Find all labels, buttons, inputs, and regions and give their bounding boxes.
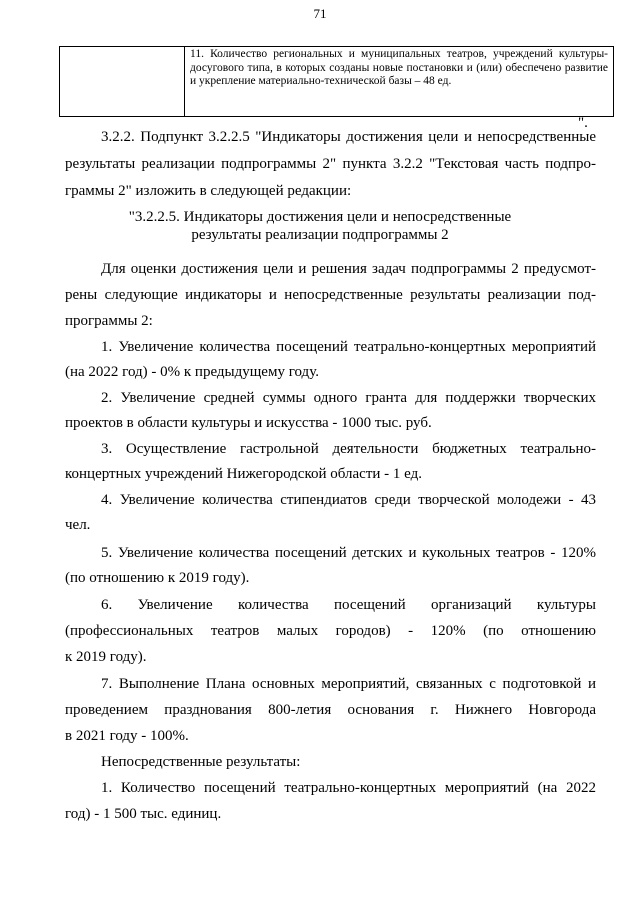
item6-line-3: к 2019 году).: [65, 649, 147, 665]
table-cell-text: 11. Количество региональных и муниципальных театров, учреждений культуры-досугового типа, в которых созданы новые постановки и (или) обеспечено развитие и укрепление материально-технической базы – 48 ед.: [185, 47, 614, 117]
item7-line-1: 7. Выполнение Плана основных мероприятий, связанных с подготовкой и: [101, 676, 596, 692]
closing-quote: ".: [578, 115, 588, 131]
intro-line-1: 3.2.2. Подпункт 3.2.2.5 "Индикаторы достижения цели и непосредственные: [101, 129, 596, 145]
item7-line-3: в 2021 году - 100%.: [65, 728, 189, 744]
table-row: [60, 47, 614, 117]
item5-line-1: 5. Увеличение количества посещений детских и кукольных театров - 120%: [101, 545, 596, 561]
intro-line-3: граммы 2" изложить в следующей редакции:: [65, 183, 352, 199]
item3-line-1: 3. Осуществление гастрольной деятельности бюджетных театрально-: [101, 441, 596, 457]
item1-line-1: 1. Увеличение количества посещений театрально-концертных мероприятий: [101, 339, 596, 355]
heading-line-1: "3.2.2.5. Индикаторы достижения цели и непосредственные: [128, 209, 512, 225]
item4-line-2: чел.: [65, 517, 91, 533]
result1-line-1: 1. Количество посещений театрально-концертных мероприятий (на 2022: [101, 780, 596, 796]
heading-line-2: результаты реализации подпрограммы 2: [191, 227, 449, 243]
table-cell-empty: [60, 47, 185, 117]
intro-line-2: результаты реализации подпрограммы 2" пункта 3.2.2 "Текстовая часть подпро-: [65, 156, 596, 172]
item4-line-1: 4. Увеличение количества стипендиатов среди творческой молодежи - 43: [101, 492, 596, 508]
item6-line-2: (профессиональных театров малых городов) - 120% (по отношению: [65, 623, 596, 639]
results-heading: Непосредственные результаты:: [101, 754, 301, 770]
item2-line-2: проектов в области культуры и искусства - 1000 тыс. руб.: [65, 415, 432, 431]
item3-line-2: концертных учреждений Нижегородской области - 1 ед.: [65, 466, 422, 482]
item7-line-2: проведением празднования 800-летия основания г. Нижнего Новгорода: [65, 702, 596, 718]
continuation-table: [59, 46, 614, 117]
item1-line-2: (на 2022 год) - 0% к предыдущему году.: [65, 364, 319, 380]
lead-line-2: рены следующие индикаторы и непосредственные результаты реализации под-: [65, 287, 596, 303]
lead-line-3: программы 2:: [65, 313, 153, 329]
result1-line-2: год) - 1 500 тыс. единиц.: [65, 806, 222, 822]
item2-line-1: 2. Увеличение средней суммы одного гранта для поддержки творческих: [101, 390, 596, 406]
item6-line-1: 6. Увеличение количества посещений организаций культуры: [101, 597, 596, 613]
page-number: 71: [313, 6, 327, 21]
item5-line-2: (по отношению к 2019 году).: [65, 570, 250, 586]
lead-line-1: Для оценки достижения цели и решения задач подпрограммы 2 предусмот-: [101, 261, 596, 277]
